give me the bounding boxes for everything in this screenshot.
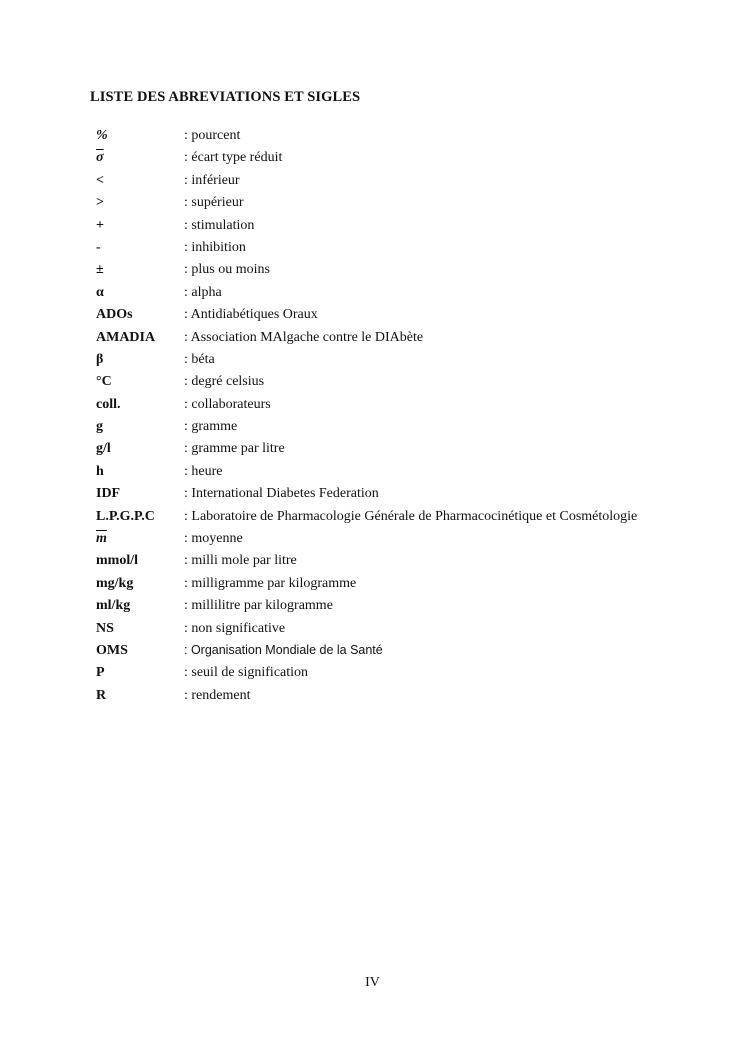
abbreviation-term: - bbox=[96, 239, 101, 255]
abbreviation-row bbox=[96, 440, 736, 462]
abbreviation-row bbox=[96, 530, 736, 552]
abbreviation-term: % bbox=[96, 128, 108, 143]
abbreviation-row bbox=[96, 172, 736, 194]
abbreviation-definition: : inhibition bbox=[184, 239, 246, 255]
abbreviation-row bbox=[96, 217, 736, 239]
abbreviation-row bbox=[96, 508, 736, 530]
abbreviation-definition: : non significative bbox=[184, 620, 286, 636]
abbreviation-row bbox=[96, 149, 736, 171]
abbreviation-term: P bbox=[96, 665, 105, 681]
abbreviation-row bbox=[96, 620, 736, 642]
abbreviation-row bbox=[96, 575, 736, 597]
abbreviation-row bbox=[96, 306, 736, 328]
abbreviation-row bbox=[96, 329, 736, 351]
abbreviation-term: ± bbox=[96, 262, 104, 278]
abbreviation-definition: : béta bbox=[184, 351, 215, 367]
page-number: IV bbox=[365, 975, 380, 990]
abbreviation-term: $\overline{\sigma}$ bbox=[96, 150, 104, 166]
abbreviation-row bbox=[96, 373, 736, 395]
abbreviation-definition: : stimulation bbox=[184, 217, 255, 233]
abbreviation-term: AMADIA bbox=[96, 329, 156, 345]
abbreviation-row bbox=[96, 552, 736, 574]
abbreviation-definition: : inférieur bbox=[184, 172, 240, 188]
abbreviation-row bbox=[96, 485, 736, 507]
abbreviation-term: $\overline{m}$ bbox=[96, 531, 107, 547]
abbreviation-definition: : Association MAlgache contre le DIAbète bbox=[184, 329, 424, 345]
abbreviation-row bbox=[96, 194, 736, 216]
abbreviation-row bbox=[96, 261, 736, 283]
page-title: LISTE DES ABREVIATIONS ET SIGLES bbox=[90, 89, 361, 105]
abbreviation-term: IDF bbox=[96, 486, 121, 502]
abbreviation-term: mmol/l bbox=[96, 553, 138, 569]
abbreviation-definition: : pourcent bbox=[184, 128, 241, 143]
abbreviation-row bbox=[96, 687, 736, 709]
abbreviation-row bbox=[96, 463, 736, 485]
abbreviation-row bbox=[96, 284, 736, 306]
abbreviation-row bbox=[96, 418, 736, 440]
abbreviation-definition: : Organisation Mondiale de la Santé bbox=[184, 642, 383, 657]
abbreviation-term: °C bbox=[96, 374, 112, 390]
abbreviation-term: L.P.G.P.C bbox=[96, 508, 155, 524]
abbreviation-definition: : degré celsius bbox=[184, 374, 265, 390]
abbreviation-definition: : Laboratoire de Pharmacologie Générale de Pharmacocinétique et Cosmétologie bbox=[184, 508, 638, 524]
abbreviation-term: + bbox=[96, 217, 104, 233]
abbreviation-definition: : Antidiabétiques Oraux bbox=[184, 307, 318, 323]
abbreviation-list bbox=[96, 127, 736, 709]
abbreviation-definition: : gramme bbox=[184, 419, 238, 435]
abbreviation-row bbox=[96, 597, 736, 619]
abbreviation-definition: : millilitre par kilogramme bbox=[184, 598, 333, 614]
abbreviation-term: g/l bbox=[96, 441, 111, 457]
abbreviation-term: α bbox=[96, 284, 104, 300]
abbreviation-term: NS bbox=[96, 620, 114, 636]
abbreviation-term: OMS bbox=[96, 642, 128, 658]
abbreviation-definition: : alpha bbox=[184, 284, 222, 300]
abbreviation-definition: : rendement bbox=[184, 687, 251, 703]
abbreviation-definition: : milligramme par kilogramme bbox=[184, 575, 357, 591]
abbreviation-definition: : écart type réduit bbox=[184, 150, 283, 166]
abbreviation-definition: : gramme par litre bbox=[184, 441, 285, 457]
abbreviation-definition: : supérieur bbox=[184, 195, 244, 211]
abbreviation-definition: : collaborateurs bbox=[184, 396, 271, 412]
abbreviation-definition: : seuil de signification bbox=[184, 665, 309, 681]
abbreviation-row bbox=[96, 664, 736, 686]
abbreviation-definition: : International Diabetes Federation bbox=[184, 486, 379, 502]
abbreviation-term: coll. bbox=[96, 396, 121, 412]
abbreviation-definition: : plus ou moins bbox=[184, 262, 270, 278]
abbreviation-term: mg/kg bbox=[96, 575, 134, 591]
abbreviation-row bbox=[96, 239, 736, 261]
abbreviation-term: β bbox=[96, 351, 104, 367]
abbreviation-row bbox=[96, 351, 736, 373]
abbreviation-definition: : milli mole par litre bbox=[184, 553, 297, 569]
abbreviation-row bbox=[96, 642, 736, 664]
abbreviation-term: h bbox=[96, 463, 104, 479]
abbreviation-row bbox=[96, 127, 736, 149]
abbreviation-definition: : heure bbox=[184, 463, 223, 479]
abbreviation-term: < bbox=[96, 172, 104, 188]
abbreviation-definition: : moyenne bbox=[184, 531, 243, 547]
abbreviation-term: ml/kg bbox=[96, 598, 131, 614]
abbreviation-term: R bbox=[96, 687, 107, 703]
abbreviation-term: g bbox=[96, 419, 103, 435]
abbreviation-term: > bbox=[96, 195, 104, 211]
abbreviation-row bbox=[96, 396, 736, 418]
abbreviation-term: ADOs bbox=[96, 307, 133, 323]
